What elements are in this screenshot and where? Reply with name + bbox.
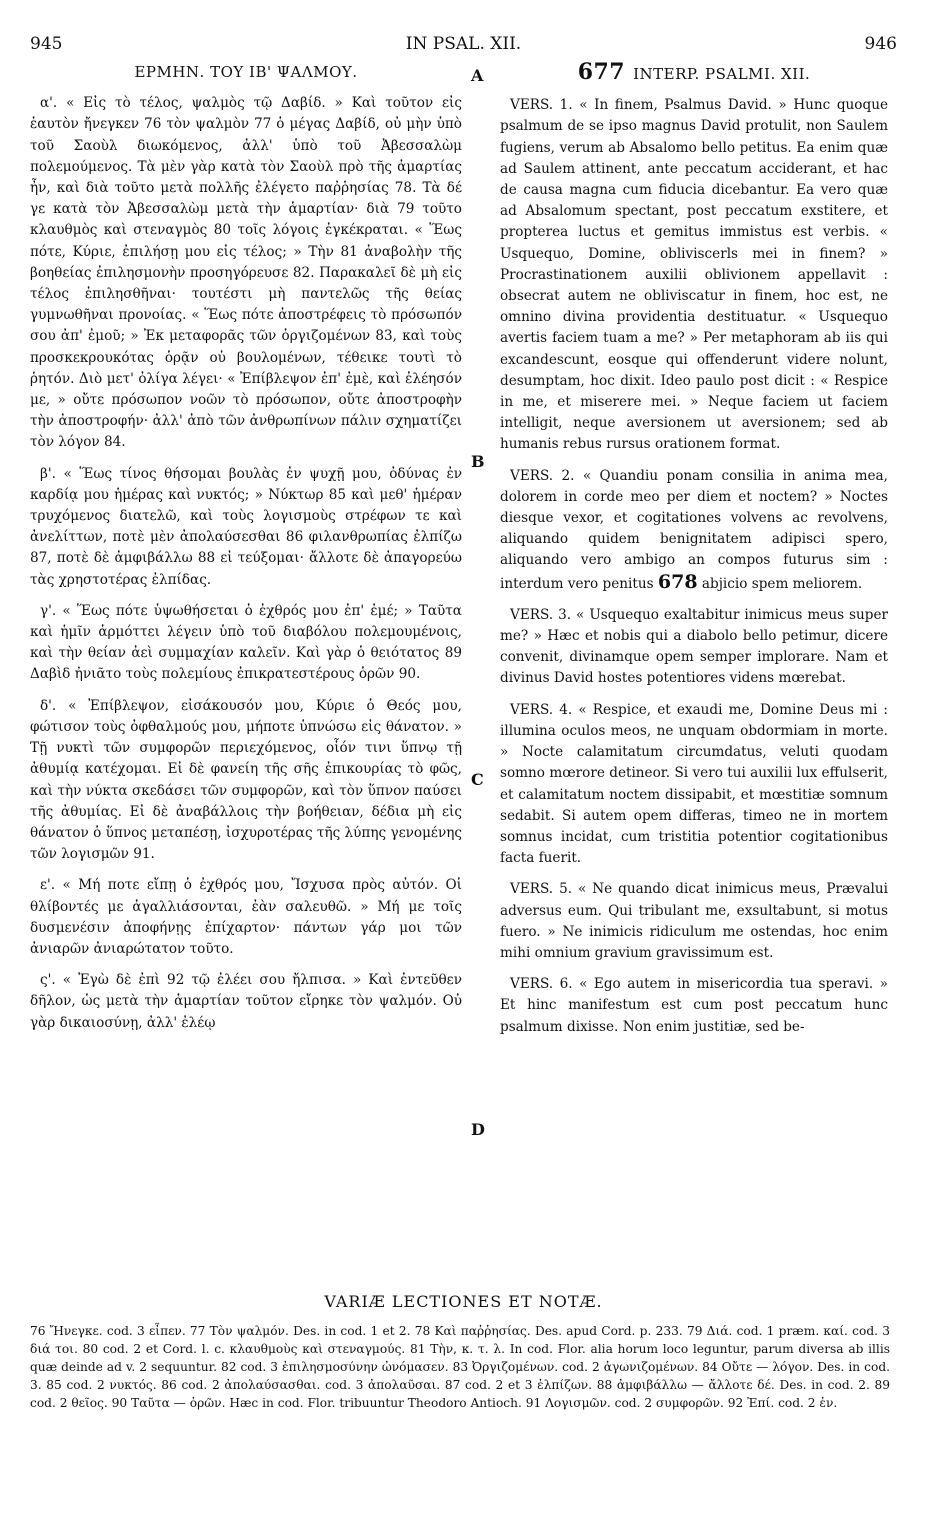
latin-column-title <box>500 59 888 85</box>
latin-paragraph-1: VERS. 1. « In finem, Psalmus David. » Hunc quoque psalmum de se ipso magnus David protulit, non Saulem fugiens, verum ab Absalomo bello petitus. Ea enim quæ ad Saulem attinent, ante peccatum acciderant, et hac de causa magna cum fiducia dicebantur. Ea vero quæ ad Absalomum spectant, post peccatum exstitere, et propterea luctus et gemitus immistus est verbis. « Usquequo, Domine, obliviscerls mei in finem? » Procrastinationem auxilii oblivionem appellavit : obsecrat autem ne obliviscatur in finem, hoc est, ne omnino divina providentia destituatur. « Usquequo avertis faciem tuam a me? » Per metaphoram ab iis qui excandescunt, eosque qui offenderunt videre nolunt, desumptam, hoc dixit. Ideo paulo post dicit : « Respice in me, et miserere mei. » Neque faciem ut faciem intelligit, neque aversionem ut aversionem; sed ab humanis rebus rursus orationem format. <box>500 97 888 453</box>
header-page-left: 945 <box>30 34 63 54</box>
column-number-677: 677 <box>577 59 626 85</box>
section-marker-c: C <box>471 770 484 789</box>
greek-column <box>30 62 462 1044</box>
greek-paragraph-2: β'. « Ἕως τίνος θήσομαι βουλὰς ἐν ψυχῇ μου, ὀδύνας ἐν καρδίᾳ μου ἡμέρας καὶ νυκτός; » Νύκτωρ 85 καὶ μεθ' ἡμέραν τρυχόμενος διατελῶ, καὶ τοὺς λογισμοὺς στρέφων τε καὶ ἀνελίττων, ποτὲ μὲν ἀπολαύσεσθαι 86 φιλανθρωπίας ἐλπίζω 87, ποτὲ δὲ ἀμφιβάλλω 88 εἰ τεύξομαι· ἄλλοτε δὲ ἀπαγορεύω τὰς χρηστοτέρας ἐλπίδας. <box>30 465 462 588</box>
running-header <box>30 34 897 58</box>
latin-paragraph-6: VERS. 6. « Ego autem in misericordia tua speravi. » Et hinc manifestum est cum post peccatum hunc psalmum dixisse. Non enim justitiæ, sed be- <box>500 976 888 1035</box>
greek-paragraph-4: δ'. « Ἐπίβλεψον, εἰσάκουσόν μου, Κύριε ὁ Θεός μου, φώτισον τοὺς ὀφθαλμούς μου, μήποτε ὑπνώσω εἰς θάνατον. » Τῇ νυκτὶ τῶν συμφορῶν περιεχόμενος, οἷόν τινι ὕπνῳ τῇ ἀθυμίᾳ κατέχομαι. Εἰ δὲ φανείη τῆς σῆς ἐπικουρίας τὸ φῶς, καὶ τὴν νύκτα σκεδάσει τῶν συμφορῶν, καὶ τὸν ὕπνον παύσει τῆς ἀθυμίας. Εἰ δὲ ἀναβάλλοις τὴν βοήθειαν, δέδια μὴ εἰς θάνατον ὁ ὕπνος μεταπέσῃ, ἰσχυροτέρας τῆς λύπης γενομένης τῶν λογισμῶν 91. <box>30 697 462 863</box>
notes-heading: VARIÆ LECTIONES ET NOTÆ. <box>324 1292 603 1311</box>
header-page-right: 946 <box>864 34 897 54</box>
section-marker-d: D <box>471 1120 485 1139</box>
latin-paragraph-2 <box>500 466 888 595</box>
latin-paragraph-2-tail: abjicio spem meliorem. <box>701 575 863 592</box>
latin-paragraph-5: VERS. 5. « Ne quando dicat inimicus meus, Prævalui adversus eum. Qui tribulant me, exsultabunt, si motus fuero. » Ne inimicis ridiculum me ostendas, hoc enim mihi omnium gravium gravissimum est. <box>500 881 888 961</box>
section-marker-b: B <box>471 452 485 471</box>
header-title: IN PSAL. XII. <box>405 34 522 54</box>
greek-column-title: ΕΡΜΗΝ. ΤΟΥ ΙΒ' ΨΑΛΜΟΥ. <box>134 63 358 81</box>
section-marker-a: A <box>471 66 484 85</box>
latin-column <box>500 59 888 1048</box>
greek-paragraph-5: ε'. « Μή ποτε εἴπῃ ὁ ἐχθρός μου, Ἴσχυσα πρὸς αὐτόν. Οἱ θλίβοντές με ἀγαλλιάσονται, ἐὰν σαλευθῶ. » Μή με τοῖς δυσμενέσιν ἀποφήνῃς ἐπίχαρτον· πάντων γάρ μοι τῶν ἀνιαρῶν ἀνιαρώτατον τοῦτο. <box>30 877 462 957</box>
latin-title-text: INTERP. PSALMI. XII. <box>633 65 811 83</box>
notes-body: 76 Ἤνεγκε. cod. 3 εἶπεν. 77 Τὸν ψαλμόν. Des. in cod. 1 et 2. 78 Καὶ παῤῥησίας. Des. apud Cord. p. 233. 79 Διά. cod. 1 præm. καί. cod. 3 διά τοι. 80 cod. 2 et Cord. l. c. κλαυθμοὺς καὶ στεναγμούς. 81 Τὴν, κ. τ. λ. In cod. Flor. alia horum loco leguntur, parum diversa ab illis quæ deinde ad v. 2 sequuntur. 82 cod. 3 ἐπιλησμοσύνην ὠνόμασεν. 83 Ὀργιζομένων. cod. 2 ἀγωνιζομένων. 84 Οὔτε — λόγον. Des. in cod. 3. 85 cod. 2 νυκτός. 86 cod. 2 ἀπολαύσασθαι. cod. 3 ἀπολαῦσαι. 87 cod. 2 et 3 ἐλπίζων. 88 ἀμφιβάλλω — ἄλλοτε δέ. Des. in cod. 2. 89 cod. 2 θεῖος. 90 Ταῦτα — ὁρῶν. Hæc in cod. Flor. tribuuntur Theodoro Antioch. 91 Λογισμῶν. cod. 2 συμφορῶν. 92 Ἐπί. cod. 2 ἐν. <box>30 1324 890 1410</box>
column-number-678: 678 <box>657 570 698 593</box>
latin-paragraph-3: VERS. 3. « Usquequo exaltabitur inimicus meus super me? » Hæc et nobis qui a diabolo bello petimur, dicere convenit, divinamque opem semper implorare. Nam et divinus David hostes potentiores videns mœrebat. <box>500 606 888 687</box>
latin-paragraph-4: VERS. 4. « Respice, et exaudi me, Domine Deus mi : illumina oculos meos, ne unquam obdormiam in morte. » Nocte calamitatum circumdatus, veluti quodam somno mœrore detineor. Si vero tui auxilii lux effulserit, et calamitatum noctem dissipabit, et mœstitiæ somnum sedabit. Si autem opem differas, timeo ne in mortem somnus incidat, cum tristitia potentior cogitationibus facta fuerit. <box>500 701 888 867</box>
greek-paragraph-1: α'. « Εἰς τὸ τέλος, ψαλμὸς τῷ Δαβίδ. » Καὶ τοῦτον εἰς ἑαυτὸν ἤνεγκεν 76 τὸν ψαλμὸν 77 ὁ μέγας Δαβίδ, οὐ μὴν ὑπὸ τοῦ Σαοὺλ διωκόμενος, ἀλλ' ὑπὸ τοῦ Ἀβεσσαλὼμ πολεμούμενος. Τὰ μὲν γὰρ κατὰ τὸν Σαοὺλ πρὸ τῆς ἁμαρτίας ἦν, καὶ διὰ τοῦτο μετὰ πολλῆς ἐλέγετο παῤῥησίας 78. Τὰ δέ γε κατὰ τὸν Ἀβεσσαλὼμ μετὰ τὴν ἁμαρτίαν· διὰ 79 τοῦτο κλαυθμὸς καὶ στεναγμὸς 80 τοῖς λόγοις ἐγκέκραται. « Ἕως πότε, Κύριε, ἐπιλήσῃ μου εἰς τέλος; » Τὴν 81 ἀναβολὴν τῆς βοηθείας ἐπιλησμονὴν προσηγόρευσε 82. Παρακαλεῖ δὲ μὴ εἰς τέλος ἐπιλησθῆναι· τουτέστι μὴ παντελῶς τῆς θείας γυμνωθῆναι προνοίας. « Ἕως πότε ἀποστρέφεις τὸ πρόσωπόν σου ἀπ' ἐμοῦ; » Ἐκ μεταφορᾶς τῶν ὀργιζομένων 83, καὶ τοὺς προσκεκρουκότας ὁρᾷν οὐ βουλομένων, τέθεικε τουτὶ τὸ ῥητόν. Διὸ μετ' ὀλίγα λέγει· « Ἐπίβλεψον ἐπ' ἐμὲ, καὶ ἐλέησόν με, » οὔτε πρόσωπον νοῶν τὸ πρόσωπον, οὔτε ἀποστροφὴν τὴν ἀποστροφήν· ἀλλ' ἀπὸ τῶν ἀνθρωπίνων πάλιν σχηματίζει τὸν λόγον 84. <box>30 95 462 451</box>
greek-paragraph-3: γ'. « Ἕως πότε ὑψωθήσεται ὁ ἐχθρός μου ἐπ' ἐμέ; » Ταῦτα καὶ ἡμῖν ἁρμόττει λέγειν ὑπὸ τοῦ διαβόλου πολεμουμένοις, καὶ τὴν θείαν ἀεὶ συμμαχίαν καλεῖν. Καὶ γὰρ ὁ θειότατος 89 Δαβὶδ ἠνιᾶτο τοὺς πολεμίους ἐπικρατεστέρους ὁρῶν 90. <box>30 602 462 683</box>
latin-paragraph-2-text: VERS. 2. « Quandiu ponam consilia in anima mea, dolorem in corde meo per diem et noctem? » Noctes diesque vexor, et cogitationes volvens ac revolvens, aliquando quidem benignitatem adipisci spero, aliquando vero ambigo an compos futurus sim : interdum vero penitus <box>500 467 888 592</box>
greek-paragraph-6: ς'. « Ἐγὼ δὲ ἐπὶ 92 τῷ ἐλέει σου ἤλπισα. » Καὶ ἐντεῦθεν δῆλον, ὡς μετὰ τὴν ἁμαρτίαν τοῦτον εἴρηκε τὸν ψαλμόν. Οὐ γὰρ δικαιοσύνῃ, ἀλλ' ἐλέῳ <box>30 972 462 1031</box>
